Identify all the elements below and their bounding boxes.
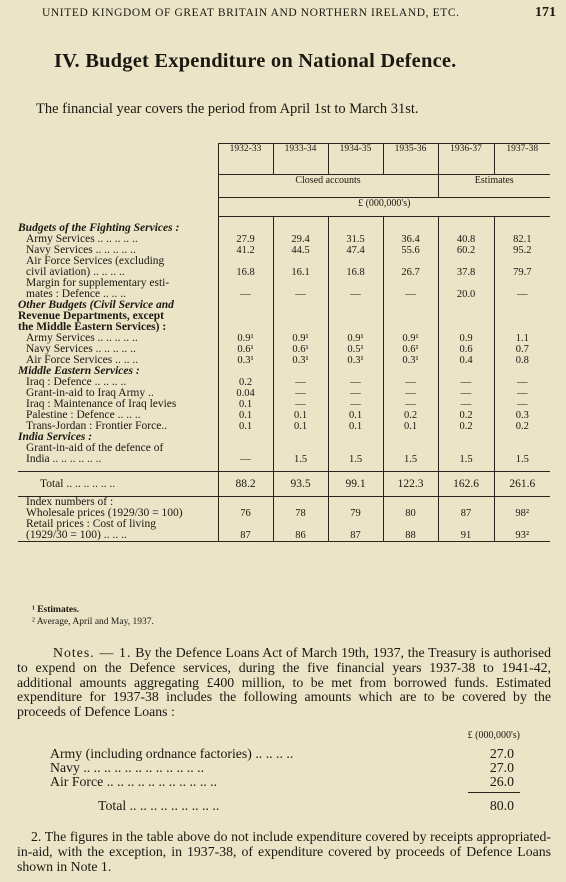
value-cell: 0.7 [494, 344, 550, 355]
value-cell [438, 519, 494, 530]
row-label: Navy Services .. .. .. .. .. [26, 244, 136, 256]
row-label: Air Force Services .. .. .. [26, 354, 139, 366]
value-cell: 31.5 [328, 234, 383, 245]
year-header: 1933-34 [273, 144, 328, 175]
value-cell [273, 443, 328, 454]
page-subtitle: The financial year covers the period from April 1st to March 31st. [36, 101, 419, 117]
value-cell [494, 366, 550, 377]
value-cell [218, 311, 273, 322]
note-1-text: By the Defence Loans Act of March 19th, 1937, the Treasury is authorised to expend on the Defence services, during the five financial years 1937-38 to 1941-42, additional amounts aggregating £400 million, to be met from borrowed funds. Estimated expenditure for 1937-38 includes the following amounts which are to be covered by the proceeds of Defence Loans : [17, 645, 552, 720]
value-cell [438, 278, 494, 289]
allocation-row-air [50, 774, 520, 789]
value-cell [383, 519, 438, 530]
value-cell [438, 366, 494, 377]
row-label: the Middle Eastern Services) : [18, 321, 167, 333]
value-cell [218, 256, 273, 267]
value-cell [383, 366, 438, 377]
value-cell: 0.4 [438, 355, 494, 366]
row-label: Grant-in-aid to Iraq Army .. [26, 387, 154, 399]
value-cell [494, 322, 550, 333]
row-label: Retail prices : Cost of living [26, 518, 156, 530]
allocation-label: Air Force .. .. .. .. .. .. .. .. .. .. .. [50, 774, 218, 789]
value-cell: 1.1 [494, 333, 550, 344]
page-title: IV. Budget Expenditure on National Defence. [54, 50, 457, 72]
value-cell: 87 [218, 530, 273, 542]
value-cell [328, 497, 383, 509]
value-cell [218, 322, 273, 333]
value-cell [383, 300, 438, 311]
value-cell [494, 519, 550, 530]
value-cell: 0.1 [218, 399, 273, 410]
value-cell: — [383, 388, 438, 399]
row-label: Middle Eastern Services : [18, 365, 140, 377]
value-cell [218, 366, 273, 377]
year-header: 1934-35 [328, 144, 383, 175]
value-cell: 0.6¹ [218, 344, 273, 355]
value-cell: 0.6¹ [383, 344, 438, 355]
closed-accounts-header: Closed accounts [218, 175, 438, 198]
value-cell [273, 300, 328, 311]
value-cell [328, 366, 383, 377]
row-label: Budgets of the Fighting Services : [18, 222, 180, 234]
value-cell: 1.5 [328, 454, 383, 465]
estimates-header: Estimates [438, 175, 550, 198]
value-cell: 88.2 [218, 472, 273, 497]
allocation-row-total [50, 798, 520, 813]
value-cell [438, 432, 494, 443]
year-header-row [18, 144, 550, 175]
value-cell: 0.3¹ [383, 355, 438, 366]
value-cell: 76 [218, 508, 273, 519]
value-cell: 16.8 [328, 267, 383, 278]
value-cell: 1.5 [383, 454, 438, 465]
row-label: Trans-Jordan : Frontier Force.. [26, 420, 168, 432]
value-cell [328, 311, 383, 322]
value-cell: 20.0 [438, 289, 494, 300]
row-label: Air Force Services (excluding [26, 255, 165, 267]
value-cell: 0.1 [383, 421, 438, 432]
year-header: 1936-37 [438, 144, 494, 175]
value-cell: 27.9 [218, 234, 273, 245]
value-cell: 16.1 [273, 267, 328, 278]
row-label: Margin for supplementary esti- [26, 277, 170, 289]
value-cell [218, 519, 273, 530]
value-cell [218, 223, 273, 234]
value-cell [273, 278, 328, 289]
value-cell [383, 311, 438, 322]
value-cell: 0.9 [438, 333, 494, 344]
value-cell: 98² [494, 508, 550, 519]
value-cell: 0.1 [218, 421, 273, 432]
value-cell [218, 432, 273, 443]
note-2-text: 2. The figures in the table above do not include expenditure covered by receipts appropriated-in-aid, with the exception, in 1937-38, of expenditure covered by proceeds of Defence Loans shown in Note 1. [17, 829, 551, 874]
value-cell: 0.5¹ [328, 344, 383, 355]
value-cell: 0.9¹ [218, 333, 273, 344]
value-cell [494, 223, 550, 234]
value-cell: — [328, 388, 383, 399]
value-cell: 99.1 [328, 472, 383, 497]
value-cell [494, 443, 550, 454]
value-cell: 60.2 [438, 245, 494, 256]
value-cell: — [273, 399, 328, 410]
value-cell [273, 497, 328, 509]
row-label: Grant-in-aid of the defence of [26, 442, 164, 454]
value-cell: — [273, 388, 328, 399]
row-label: mates : Defence .. .. .. [26, 288, 126, 300]
value-cell: 55.6 [383, 245, 438, 256]
value-cell: 1.5 [273, 454, 328, 465]
value-cell: 40.8 [438, 234, 494, 245]
value-cell [494, 497, 550, 509]
value-cell: 162.6 [438, 472, 494, 497]
value-cell [328, 223, 383, 234]
allocation-label: Navy .. .. .. .. .. .. .. .. .. .. .. .. [50, 760, 205, 775]
unit-header: £ (000,000's) [218, 198, 550, 217]
value-cell [383, 223, 438, 234]
value-cell [494, 432, 550, 443]
value-cell: 88 [383, 530, 438, 542]
value-cell [273, 311, 328, 322]
value-cell: 0.2 [494, 421, 550, 432]
year-header: 1932-33 [218, 144, 273, 175]
value-cell: 0.2 [383, 410, 438, 421]
value-cell: — [494, 377, 550, 388]
value-cell: 0.1 [273, 410, 328, 421]
value-cell: 1.5 [494, 454, 550, 465]
value-cell: 29.4 [273, 234, 328, 245]
value-cell [383, 278, 438, 289]
value-cell: 0.6¹ [273, 344, 328, 355]
row-label: Iraq : Defence .. .. .. .. [26, 376, 127, 388]
value-cell: 78 [273, 508, 328, 519]
allocation-value: 26.0 [489, 774, 514, 789]
value-cell: 82.1 [494, 234, 550, 245]
value-cell [438, 311, 494, 322]
value-cell [494, 300, 550, 311]
row-label: Total .. .. .. .. .. .. [18, 472, 218, 497]
note-1 [17, 646, 551, 720]
value-cell: 0.2 [438, 421, 494, 432]
value-cell: 44.5 [273, 245, 328, 256]
value-cell [328, 432, 383, 443]
value-cell [438, 223, 494, 234]
row-label: India Services : [18, 431, 93, 443]
total-row [18, 472, 550, 497]
running-header [42, 7, 556, 21]
value-cell: — [328, 377, 383, 388]
value-cell [494, 278, 550, 289]
value-cell: 0.3¹ [218, 355, 273, 366]
value-cell: 0.1 [273, 421, 328, 432]
value-cell [328, 278, 383, 289]
allocation-total-rule [468, 792, 520, 793]
value-cell: 91 [438, 530, 494, 542]
value-cell: 0.1 [328, 410, 383, 421]
value-cell: — [494, 289, 550, 300]
value-cell [273, 322, 328, 333]
value-cell: 95.2 [494, 245, 550, 256]
value-cell [218, 278, 273, 289]
value-cell: 36.4 [383, 234, 438, 245]
value-cell: — [438, 377, 494, 388]
allocation-label: Total .. .. .. .. .. .. .. .. .. [98, 798, 220, 813]
year-header: 1935-36 [383, 144, 438, 175]
row-label: India .. .. .. .. .. .. [26, 453, 102, 465]
value-cell: 0.9¹ [273, 333, 328, 344]
defence-expenditure-table [18, 143, 550, 542]
row-label: Iraq : Maintenance of Iraq levies [26, 398, 177, 410]
value-cell [383, 322, 438, 333]
value-cell: — [218, 454, 273, 465]
value-cell [438, 443, 494, 454]
notes-heading: Notes. — 1. [53, 645, 132, 660]
year-header: 1937-38 [494, 144, 550, 175]
value-cell [328, 443, 383, 454]
group-header-row [18, 175, 550, 198]
value-cell [494, 256, 550, 267]
note-2 [17, 830, 551, 874]
allocation-value: 27.0 [489, 760, 514, 775]
allocation-label: Army (including ordnance factories) .. .. .. .. [50, 746, 294, 761]
value-cell: — [383, 377, 438, 388]
value-cell [328, 300, 383, 311]
value-cell: — [273, 289, 328, 300]
value-cell [383, 443, 438, 454]
value-cell: — [273, 377, 328, 388]
value-cell: 93² [494, 530, 550, 542]
value-cell: 0.3¹ [328, 355, 383, 366]
value-cell: — [328, 289, 383, 300]
value-cell: — [328, 399, 383, 410]
value-cell: 0.8 [494, 355, 550, 366]
value-cell [328, 256, 383, 267]
value-cell: 0.3¹ [273, 355, 328, 366]
value-cell: — [383, 289, 438, 300]
allocation-value: 27.0 [489, 746, 514, 761]
row-label: Other Budgets (Civil Service and [18, 299, 174, 311]
value-cell: 86 [273, 530, 328, 542]
row-label: Army Services .. .. .. .. .. [26, 233, 138, 245]
value-cell: 1.5 [438, 454, 494, 465]
value-cell [273, 223, 328, 234]
value-cell [438, 300, 494, 311]
value-cell [438, 497, 494, 509]
value-cell [383, 432, 438, 443]
row-label: Index numbers of : [18, 497, 218, 509]
row-label: civil aviation) .. .. .. .. [26, 266, 125, 278]
value-cell: — [438, 399, 494, 410]
allocation-unit: £ (000,000's) [467, 730, 520, 741]
value-cell [438, 322, 494, 333]
row-label: Army Services .. .. .. .. .. [26, 332, 138, 344]
row-label: Revenue Departments, except [18, 310, 164, 322]
value-cell: 47.4 [328, 245, 383, 256]
value-cell: 261.6 [494, 472, 550, 497]
value-cell [273, 366, 328, 377]
value-cell [273, 256, 328, 267]
value-cell: 93.5 [273, 472, 328, 497]
row-label: Wholesale prices (1929/30 = 100) [26, 507, 183, 519]
value-cell: 0.04 [218, 388, 273, 399]
value-cell: 87 [328, 530, 383, 542]
value-cell: 79.7 [494, 267, 550, 278]
value-cell: 0.1 [328, 421, 383, 432]
value-cell: 122.3 [383, 472, 438, 497]
value-cell: 79 [328, 508, 383, 519]
value-cell: 0.9¹ [383, 333, 438, 344]
value-cell [328, 519, 383, 530]
row-label: Navy Services .. .. .. .. .. [26, 343, 136, 355]
row-label: (1929/30 = 100) .. .. .. [18, 530, 218, 542]
footnote-estimates: ¹ Estimates. [32, 605, 80, 615]
footnote-average: ² Average, April and May, 1937. [32, 617, 154, 627]
value-cell [218, 497, 273, 509]
value-cell [273, 432, 328, 443]
value-cell: 0.2 [218, 377, 273, 388]
value-cell: 80 [383, 508, 438, 519]
value-cell: 0.1 [218, 410, 273, 421]
value-cell: 37.8 [438, 267, 494, 278]
value-cell: 0.2 [438, 410, 494, 421]
value-cell [438, 256, 494, 267]
value-cell [273, 519, 328, 530]
table-row [18, 421, 550, 432]
allocation-row-army [50, 746, 520, 761]
unit-header-row [18, 198, 550, 217]
value-cell: — [494, 399, 550, 410]
value-cell [218, 443, 273, 454]
value-cell: 41.2 [218, 245, 273, 256]
value-cell [328, 322, 383, 333]
table-row [18, 530, 550, 542]
value-cell [383, 256, 438, 267]
value-cell: — [383, 399, 438, 410]
value-cell: 26.7 [383, 267, 438, 278]
running-title: UNITED KINGDOM OF GREAT BRITAIN AND NORTHERN IRELAND, ETC. [42, 7, 460, 19]
table-row [18, 454, 550, 465]
value-cell: — [494, 388, 550, 399]
allocation-value: 80.0 [489, 798, 514, 813]
value-cell: 0.6 [438, 344, 494, 355]
value-cell [383, 497, 438, 509]
value-cell: 0.3 [494, 410, 550, 421]
value-cell: 16.8 [218, 267, 273, 278]
allocation-row-navy [50, 760, 520, 775]
value-cell: — [438, 388, 494, 399]
value-cell: — [218, 289, 273, 300]
value-cell: 87 [438, 508, 494, 519]
page-number: 171 [535, 5, 556, 20]
value-cell: 0.9¹ [328, 333, 383, 344]
row-label: Palestine : Defence .. .. .. [26, 409, 141, 421]
value-cell [494, 311, 550, 322]
value-cell [218, 300, 273, 311]
